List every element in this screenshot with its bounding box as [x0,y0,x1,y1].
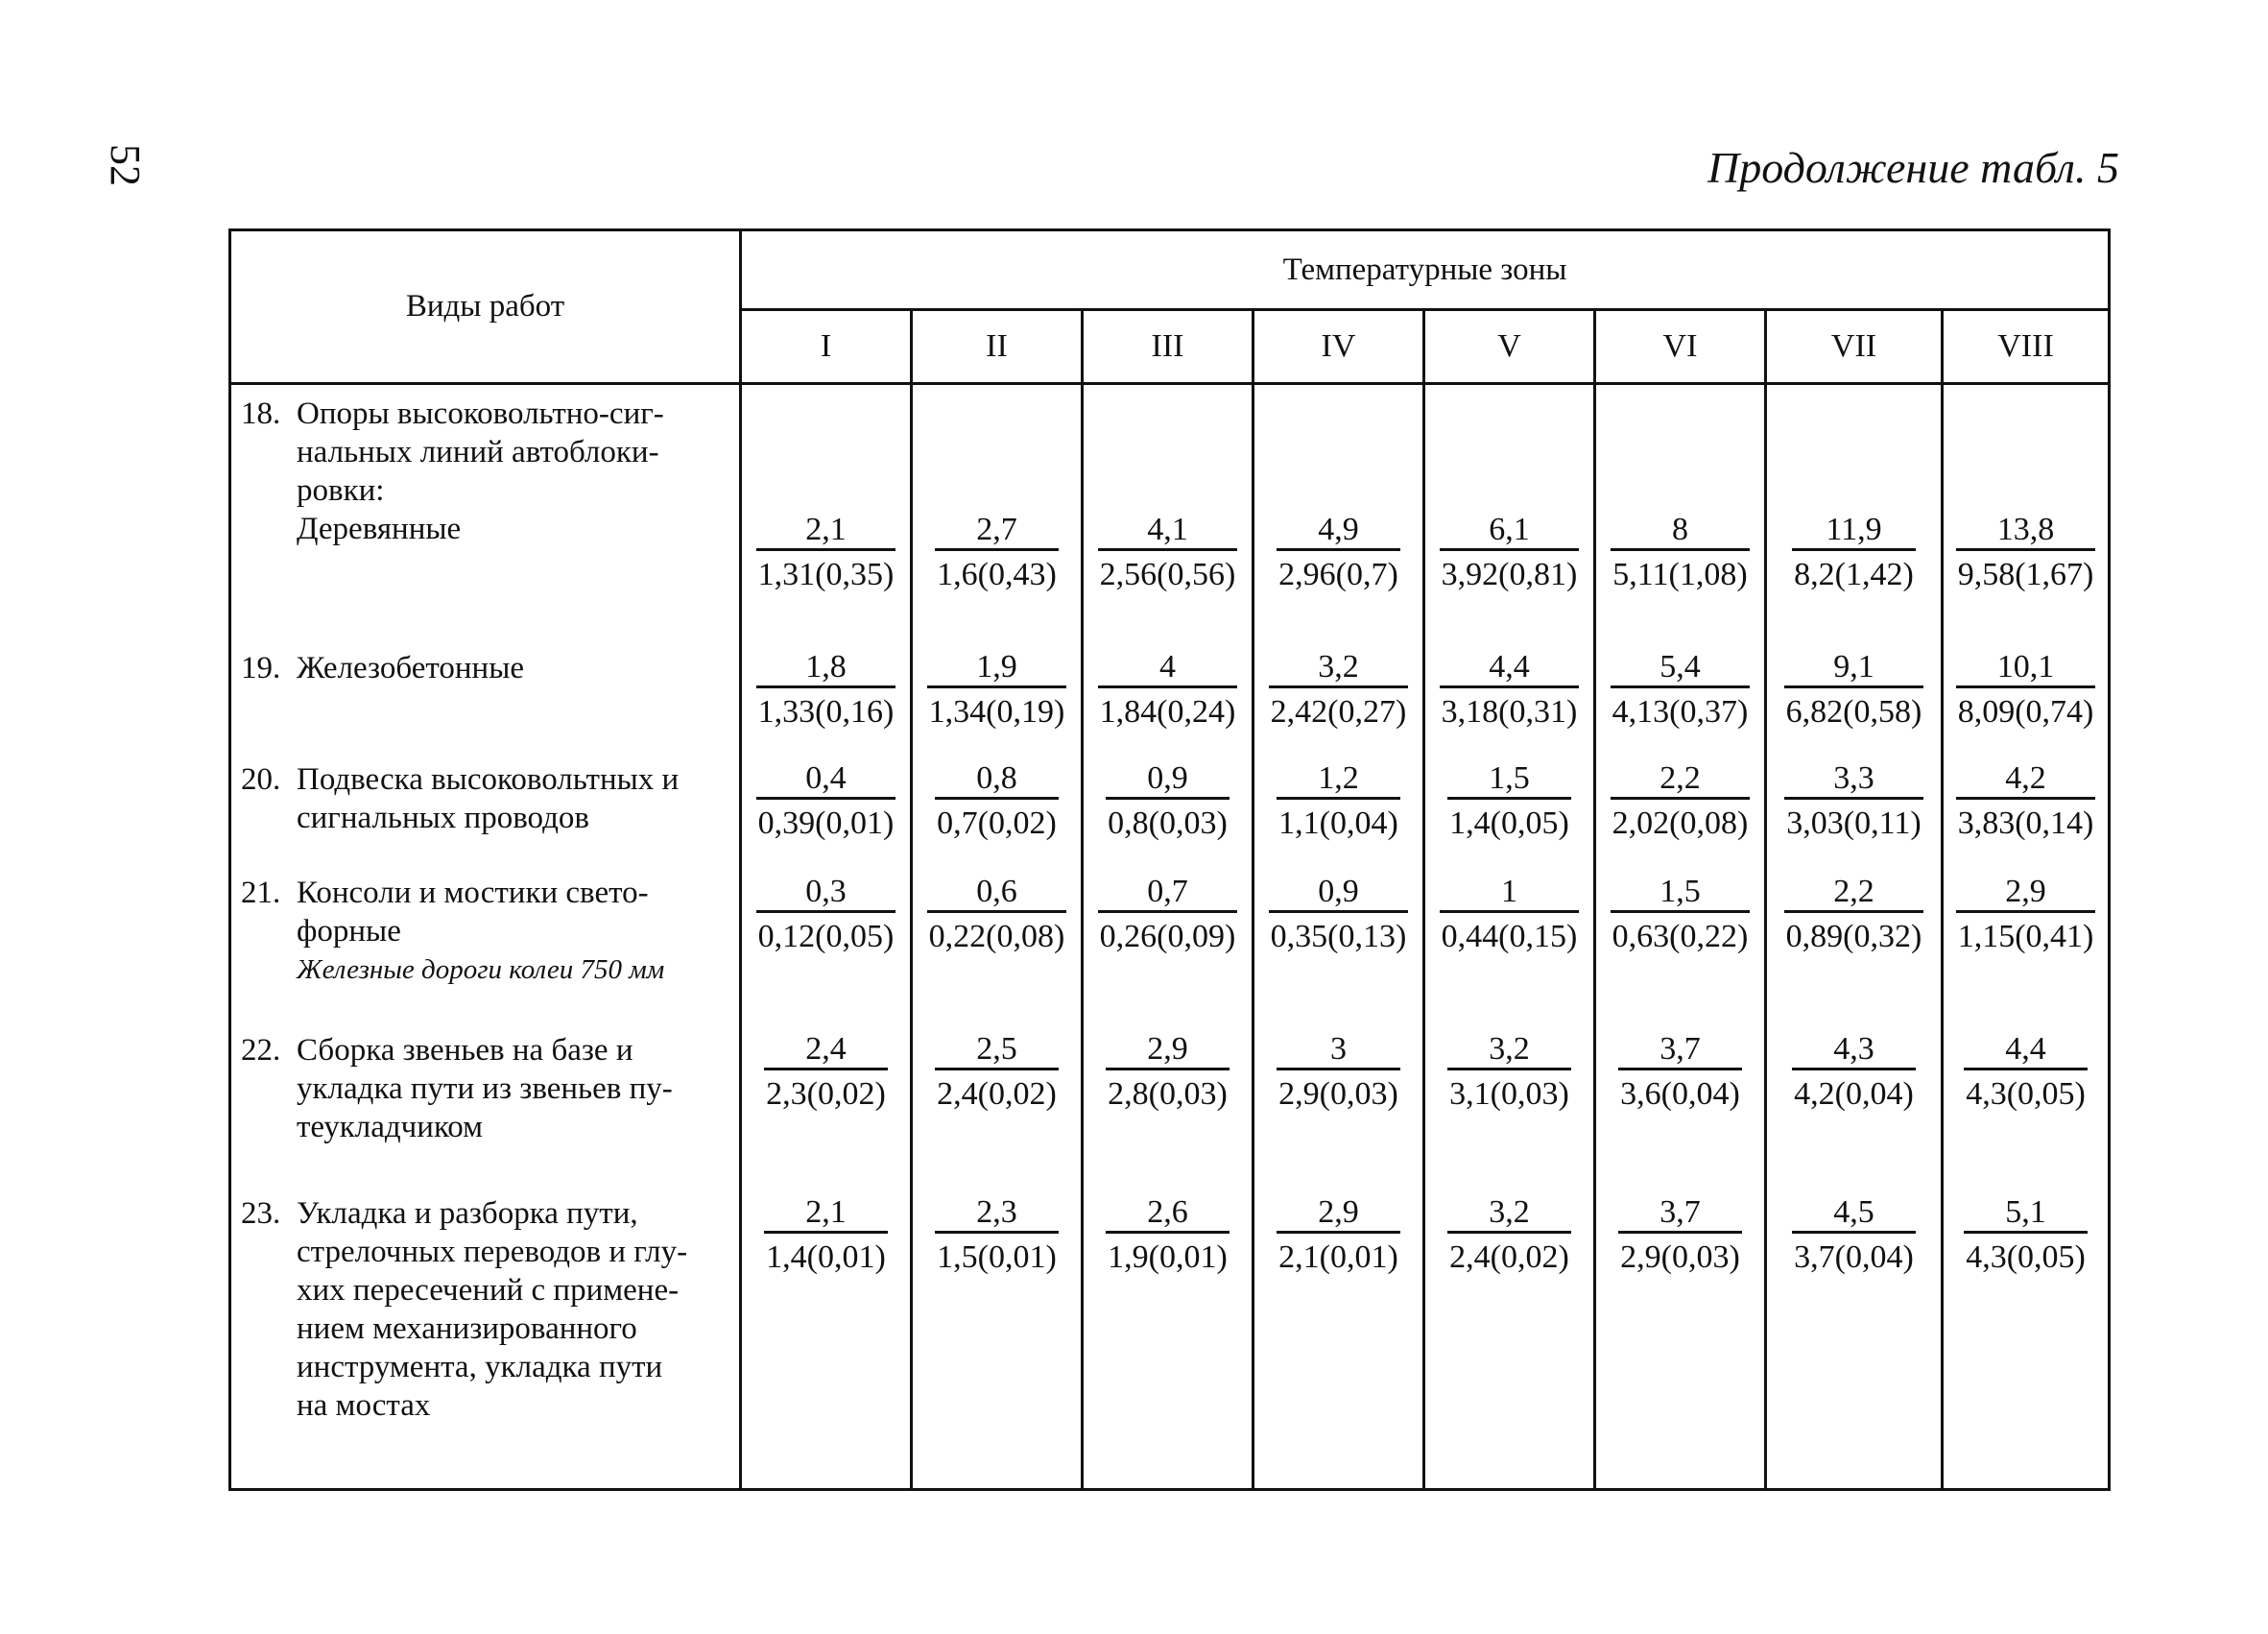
fraction-value [1784,874,1924,955]
numerator: 2,9 [1147,1030,1188,1067]
fraction-value [1098,649,1238,731]
fraction-value [1611,649,1751,731]
numerator: 8 [1671,512,1688,547]
work-type-cell [230,1021,741,1185]
header-zone: VIII [1943,310,2110,384]
numerator: 3,2 [1489,1193,1530,1230]
page-number: 52 [102,144,149,186]
numerator: 1,9 [976,648,1017,685]
header-zone: I [741,310,912,384]
table-row [230,1021,2110,1185]
fraction-value [1447,760,1571,842]
table-row [230,864,2110,1021]
zone-value-cell [1424,864,1595,1021]
zone-value-cell [912,1185,1083,1490]
denominator: 2,4(0,02) [1447,1231,1571,1276]
work-type-line: форные [297,913,401,949]
denominator: 1,4(0,05) [1447,797,1571,842]
numerator: 4,3 [1833,1030,1874,1067]
fraction-value [1792,512,1916,593]
numerator: 2,5 [976,1030,1017,1067]
fraction-value [935,1194,1059,1276]
work-type-line: укладка пути из звеньев пу- [297,1070,673,1106]
fraction-value [1618,1031,1742,1113]
zone-value-cell [1424,1185,1595,1490]
zone-value-cell [1083,384,1253,639]
numerator: 5,4 [1659,648,1701,685]
numerator: 3,7 [1659,1030,1701,1067]
work-type-line: на мостах [297,1387,431,1423]
numerator: 4,5 [1833,1193,1874,1230]
zone-value-cell [1766,1185,1943,1490]
fraction-value [1106,1031,1229,1113]
denominator: 4,3(0,05) [1964,1068,2088,1113]
denominator: 3,6(0,04) [1618,1068,1742,1113]
fraction-value [1447,1031,1571,1113]
denominator: 0,89(0,32) [1784,910,1924,955]
table-continuation-title: Продолжение табл. 5 [1707,143,2119,192]
denominator: 3,18(0,31) [1440,685,1580,731]
numerator: 2,1 [805,1193,847,1230]
zone-value-cell [1253,1021,1424,1185]
numerator: 0,6 [976,873,1017,909]
denominator: 5,11(1,08) [1611,548,1749,593]
fraction-value [1277,760,1400,842]
work-type-line: нием механизированного [297,1310,637,1346]
denominator: 0,22(0,08) [927,910,1067,955]
denominator: 3,1(0,03) [1447,1068,1571,1113]
zone-value-cell [1595,751,1766,864]
denominator: 9,58(1,67) [1956,548,2096,593]
work-type-line: Железобетонные [297,650,525,685]
row-number: 22. [241,1032,281,1068]
zone-value-cell [1253,1185,1424,1490]
fraction-value [1440,874,1580,955]
numerator: 11,9 [1826,512,1882,547]
header-zone: IV [1253,310,1424,384]
denominator: 1,6(0,43) [935,548,1059,593]
work-type-line: инструмента, укладка пути [297,1349,663,1384]
denominator: 1,4(0,01) [764,1231,888,1276]
denominator: 2,56(0,56) [1098,548,1238,593]
numerator: 4,2 [2005,759,2046,796]
zone-value-cell [912,384,1083,639]
zone-value-cell [1253,384,1424,639]
fraction-value [1106,760,1229,842]
numerator: 2,9 [2005,873,2046,909]
fraction-value [1611,512,1749,593]
numerator: 4,9 [1318,512,1359,547]
zone-value-cell [1083,639,1253,751]
denominator: 0,8(0,03) [1106,797,1229,842]
zone-value-cell [1424,639,1595,751]
fraction-value [1611,760,1751,842]
zone-value-cell [1766,1021,1943,1185]
section-subheading: Железные дороги колеи 750 мм [297,953,665,985]
work-type-cell [230,864,741,1021]
zone-value-cell [912,1021,1083,1185]
numerator: 3,7 [1659,1193,1701,1230]
zone-value-cell [1595,1185,1766,1490]
denominator: 2,8(0,03) [1106,1068,1229,1113]
zone-value-cell [912,751,1083,864]
denominator: 0,7(0,02) [935,797,1059,842]
fraction-value [1618,1194,1742,1276]
zone-value-cell [912,864,1083,1021]
zone-value-cell [1943,639,2110,751]
numerator: 3 [1330,1030,1347,1067]
row-number: 21. [241,875,281,910]
numerator: 2,4 [805,1030,847,1067]
numerator: 0,4 [805,759,847,796]
table-row [230,384,2110,639]
zone-value-cell [741,751,912,864]
fraction-value [1956,649,2096,731]
fraction-value [756,760,896,842]
zone-value-cell [741,1021,912,1185]
fraction-value [1964,1031,2088,1113]
zone-value-cell [741,384,912,639]
numerator: 2,3 [976,1193,1017,1230]
numerator: 4 [1159,648,1176,685]
header-zone: III [1083,310,1253,384]
fraction-value [1106,1194,1229,1276]
row-number: 18. [241,396,281,431]
denominator: 1,34(0,19) [927,685,1067,731]
numerator: 1,2 [1318,759,1359,796]
work-type-cell [230,384,741,639]
fraction-value [1956,760,2096,842]
fraction-value [756,874,896,955]
denominator: 1,31(0,35) [756,548,896,593]
zone-value-cell [1083,1185,1253,1490]
work-type-line: ровки: [297,473,385,508]
fraction-value [1277,512,1400,593]
denominator: 0,39(0,01) [756,797,896,842]
fraction-value [935,760,1059,842]
denominator: 4,3(0,05) [1964,1231,2088,1276]
denominator: 4,13(0,37) [1611,685,1751,731]
zone-value-cell [741,864,912,1021]
numerator: 0,9 [1147,759,1188,796]
denominator: 1,84(0,24) [1098,685,1238,731]
zone-value-cell [1766,639,1943,751]
zone-value-cell [1083,864,1253,1021]
numerator: 1 [1501,873,1517,909]
zone-value-cell [741,1185,912,1490]
numerator: 1,5 [1489,759,1530,796]
fraction-value [1792,1194,1916,1276]
work-type-cell [230,639,741,751]
work-type-line: Сборка звеньев на базе и [297,1032,633,1068]
fraction-value [1098,874,1238,955]
fraction-value [1784,649,1924,731]
denominator: 2,9(0,03) [1618,1231,1742,1276]
numerator: 2,2 [1833,873,1874,909]
numerator: 0,8 [976,759,1017,796]
zone-value-cell [912,639,1083,751]
fraction-value [927,874,1067,955]
denominator: 8,09(0,74) [1956,685,2096,731]
work-type-line: теукладчиком [297,1109,484,1144]
zone-value-cell [1253,751,1424,864]
numerator: 0,3 [805,873,847,909]
numerator: 2,9 [1318,1193,1359,1230]
fraction-value [1277,1031,1400,1113]
work-type-line: нальных линий автоблоки- [297,435,659,469]
table-row [230,1185,2110,1490]
work-type-cell [230,1185,741,1490]
work-type-line: Опоры высоковольтно-сиг- [297,396,664,431]
denominator: 1,15(0,41) [1956,910,2096,955]
zone-value-cell [1943,384,2110,639]
fraction-value [1447,1194,1571,1276]
table-row [230,751,2110,864]
numerator: 6,1 [1489,512,1530,547]
numerator: 0,9 [1318,873,1359,909]
numerator: 9,1 [1833,648,1874,685]
zone-value-cell [1595,384,1766,639]
work-type-line: Подвеска высоковольтных и [297,761,680,797]
fraction-value [764,1194,888,1276]
numerator: 3,2 [1489,1030,1530,1067]
numerator: 4,4 [1489,648,1530,685]
denominator: 1,33(0,16) [756,685,896,731]
fraction-value [756,649,896,731]
numerator: 5,1 [2005,1193,2046,1230]
zone-value-cell [1943,751,2110,864]
work-type-line: Деревянные [297,512,462,546]
denominator: 2,96(0,7) [1277,548,1400,593]
fraction-value [1784,760,1922,842]
work-type-line: Укладка и разборка пути, [297,1195,638,1231]
fraction-value [1440,512,1580,593]
work-type-line: Консоли и мостики свето- [297,875,649,910]
fraction-value [927,649,1067,731]
fraction-value [764,1031,888,1113]
denominator: 1,1(0,04) [1277,797,1400,842]
fraction-value [1792,1031,1916,1113]
fraction-value [935,512,1059,593]
fraction-value [1440,649,1580,731]
work-type-line: хих пересечений с примене- [297,1272,680,1308]
zone-value-cell [1424,1021,1595,1185]
numerator: 10,1 [1996,648,2055,685]
denominator: 3,7(0,04) [1792,1231,1916,1276]
zone-value-cell [1595,1021,1766,1185]
numerator: 3,3 [1833,759,1874,796]
denominator: 0,12(0,05) [756,910,896,955]
numerator: 2,6 [1147,1193,1188,1230]
denominator: 8,2(1,42) [1792,548,1916,593]
header-temperature-zones: Температурные зоны [741,230,2110,310]
header-works: Виды работ [230,230,741,384]
zone-value-cell [1424,751,1595,864]
denominator: 0,44(0,15) [1440,910,1580,955]
denominator: 3,03(0,11) [1784,797,1922,842]
denominator: 0,26(0,09) [1098,910,1238,955]
zone-value-cell [1083,1021,1253,1185]
fraction-value [1956,874,2096,955]
fraction-value [1277,1194,1400,1276]
denominator: 6,82(0,58) [1784,685,1924,731]
denominator: 2,1(0,01) [1277,1231,1400,1276]
row-number: 23. [241,1195,281,1231]
denominator: 0,35(0,13) [1269,910,1409,955]
zone-value-cell [1595,864,1766,1021]
zone-value-cell [1943,864,2110,1021]
row-number: 20. [241,761,281,797]
header-zone: VI [1595,310,1766,384]
work-type-line: сигнальных проводов [297,800,589,835]
denominator: 2,4(0,02) [935,1068,1059,1113]
fraction-value [1269,874,1409,955]
zone-value-cell [1253,864,1424,1021]
numerator: 3,2 [1318,648,1359,685]
numerator: 2,2 [1659,759,1701,796]
fraction-value [935,1031,1059,1113]
zone-value-cell [1766,384,1943,639]
header-zone: VII [1766,310,1943,384]
numerator: 1,8 [805,648,847,685]
denominator: 2,3(0,02) [764,1068,888,1113]
work-type-cell [230,751,741,864]
fraction-value [1269,649,1409,731]
numerator: 4,4 [2005,1030,2046,1067]
fraction-value [756,512,896,593]
zone-value-cell [1943,1021,2110,1185]
numerator: 4,1 [1147,512,1188,547]
denominator: 1,9(0,01) [1106,1231,1229,1276]
numerator: 1,5 [1659,873,1701,909]
fraction-value [1611,874,1751,955]
zone-value-cell [1253,639,1424,751]
denominator: 3,92(0,81) [1440,548,1580,593]
numerator: 2,7 [976,512,1017,547]
denominator: 2,02(0,08) [1611,797,1751,842]
fraction-value [1956,512,2096,593]
fraction-value [1098,512,1238,593]
numerator: 0,7 [1147,873,1188,909]
table-row [230,639,2110,751]
zone-value-cell [1595,639,1766,751]
zone-value-cell [1766,751,1943,864]
header-zone: V [1424,310,1595,384]
work-norms-table [228,228,2111,1491]
numerator: 2,1 [805,512,847,547]
denominator: 3,83(0,14) [1956,797,2096,842]
denominator: 0,63(0,22) [1611,910,1751,955]
denominator: 2,9(0,03) [1277,1068,1400,1113]
denominator: 2,42(0,27) [1269,685,1409,731]
zone-value-cell [1943,1185,2110,1490]
zone-value-cell [1424,384,1595,639]
denominator: 4,2(0,04) [1792,1068,1916,1113]
zone-value-cell [741,639,912,751]
zone-value-cell [1766,864,1943,1021]
numerator: 13,8 [1996,512,2055,547]
work-type-line: стрелочных переводов и глу- [297,1234,688,1269]
fraction-value [1964,1194,2088,1276]
row-number: 19. [241,650,281,685]
zone-value-cell [1083,751,1253,864]
denominator: 1,5(0,01) [935,1231,1059,1276]
header-zone: II [912,310,1083,384]
